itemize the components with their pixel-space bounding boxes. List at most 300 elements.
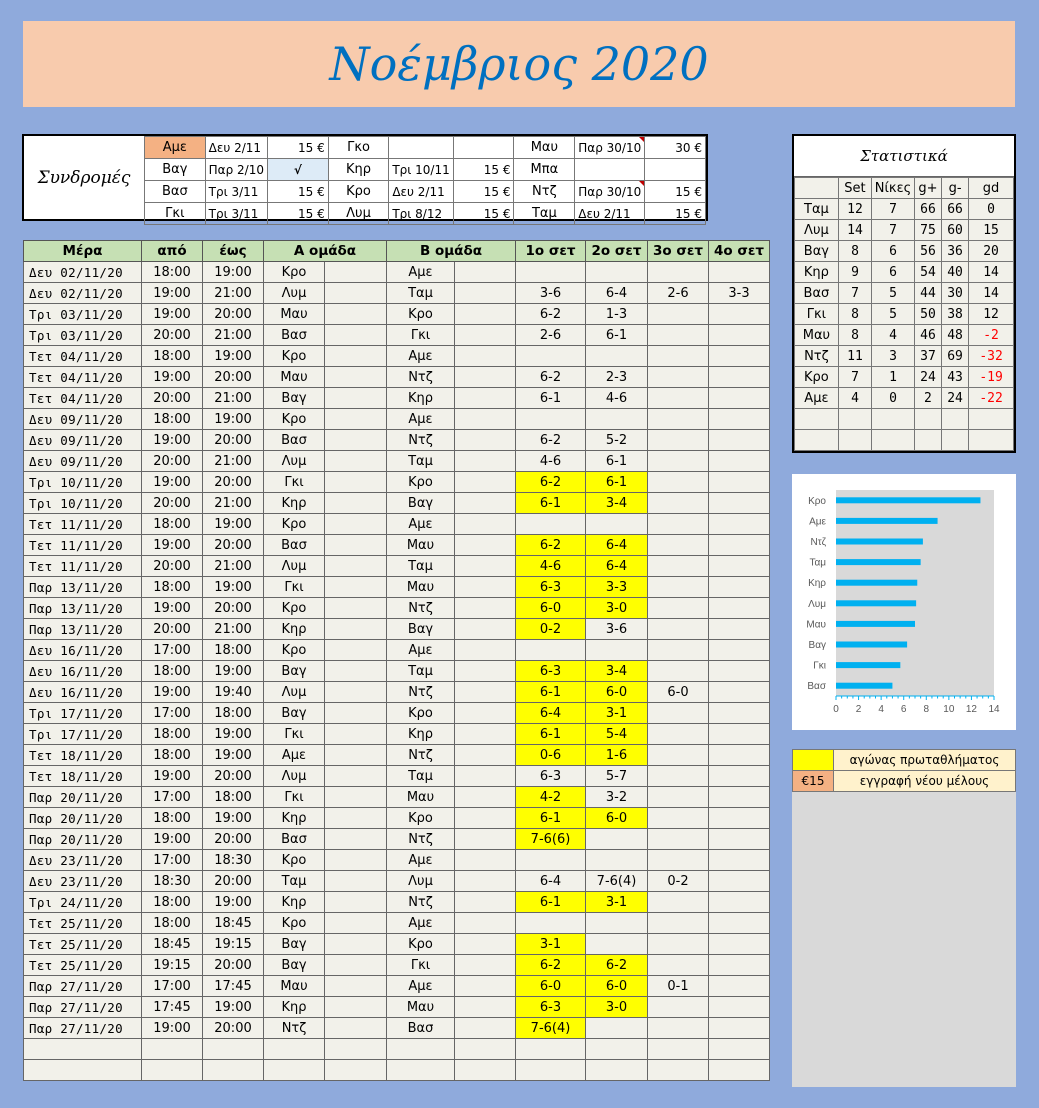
match-end: 21:00 — [203, 619, 264, 640]
stats-value: 14 — [969, 283, 1014, 304]
match-day: Τετ 18/11/20 — [24, 745, 142, 766]
set-2-score: 7-6(4) — [586, 871, 648, 892]
set-1-score: 6-4 — [516, 871, 586, 892]
set-4-score — [709, 262, 770, 283]
team-a-extra — [325, 262, 387, 283]
stats-column-header: g- — [942, 178, 969, 199]
team-a-extra — [325, 850, 387, 871]
chart-tick-label: 8 — [923, 704, 930, 715]
subscription-date: Τρι 8/12 — [389, 203, 453, 225]
team-b: Γκι — [387, 325, 455, 346]
set-1-score — [516, 1039, 586, 1060]
subscription-date: Δευ 2/11 — [575, 203, 645, 225]
chart-bar — [836, 621, 915, 627]
match-start: 19:00 — [142, 1018, 203, 1039]
match-start: 20:00 — [142, 619, 203, 640]
team-b-extra — [455, 409, 516, 430]
chart-tick-label: 4 — [878, 704, 884, 715]
set-2-score: 3-1 — [586, 703, 648, 724]
set-2-score: 3-0 — [586, 598, 648, 619]
match-end — [203, 1060, 264, 1081]
match-day: Τετ 25/11/20 — [24, 913, 142, 934]
set-4-score — [709, 493, 770, 514]
chart-bar — [836, 683, 892, 689]
stats-team: Αμε — [795, 388, 839, 409]
match-day: Δευ 16/11/20 — [24, 640, 142, 661]
chart-category-label: Ντζ — [810, 537, 826, 548]
match-row — [24, 892, 770, 913]
stats-panel — [792, 134, 1016, 453]
team-a: Μαυ — [264, 367, 325, 388]
stats-value: 4 — [872, 325, 915, 346]
match-row — [24, 661, 770, 682]
set-1-score: 4-6 — [516, 451, 586, 472]
set-4-score — [709, 388, 770, 409]
legend-text: αγώνας πρωταθλήματος — [834, 750, 1016, 771]
set-4-score — [709, 577, 770, 598]
column-header: Β ομάδα — [387, 241, 516, 262]
set-1-score — [516, 850, 586, 871]
stats-value: 14 — [838, 220, 871, 241]
set-2-score: 4-6 — [586, 388, 648, 409]
team-b-extra — [455, 661, 516, 682]
team-b: Ντζ — [387, 682, 455, 703]
team-a-extra — [325, 871, 387, 892]
match-day: Παρ 13/11/20 — [24, 577, 142, 598]
set-1-score: 6-2 — [516, 304, 586, 325]
column-header: Μέρα — [24, 241, 142, 262]
team-a-extra — [325, 556, 387, 577]
team-a-extra — [325, 367, 387, 388]
team-a-extra — [325, 619, 387, 640]
team-b: Αμε — [387, 640, 455, 661]
set-2-score: 3-4 — [586, 493, 648, 514]
set-3-score — [648, 1060, 709, 1081]
team-b-extra — [455, 829, 516, 850]
set-2-score — [586, 934, 648, 955]
team-b: Λυμ — [387, 871, 455, 892]
match-row — [24, 640, 770, 661]
match-day: Τετ 11/11/20 — [24, 514, 142, 535]
page-title-banner — [23, 21, 1015, 107]
set-2-score — [586, 829, 648, 850]
stats-table — [794, 177, 1014, 451]
team-b: Βαγ — [387, 493, 455, 514]
match-end: 21:00 — [203, 388, 264, 409]
team-a: Ντζ — [264, 1018, 325, 1039]
set-3-score — [648, 745, 709, 766]
chart-category-label: Κρο — [808, 495, 826, 507]
team-b: Μαυ — [387, 577, 455, 598]
stats-value: 1 — [872, 367, 915, 388]
match-start: 17:00 — [142, 976, 203, 997]
team-a: Βασ — [264, 325, 325, 346]
subscription-amount: 15 € — [645, 203, 706, 225]
stats-team: Γκι — [795, 304, 839, 325]
match-day: Δευ 09/11/20 — [24, 451, 142, 472]
team-a: Κηρ — [264, 619, 325, 640]
set-1-score — [516, 514, 586, 535]
set-4-score — [709, 976, 770, 997]
team-b: Κρο — [387, 703, 455, 724]
set-2-score: 6-1 — [586, 451, 648, 472]
stats-row — [795, 409, 1014, 430]
stats-row — [795, 388, 1014, 409]
stats-value: 37 — [914, 346, 941, 367]
match-start: 19:15 — [142, 955, 203, 976]
match-row — [24, 619, 770, 640]
team-a-extra — [325, 493, 387, 514]
set-2-score: 6-1 — [586, 472, 648, 493]
set-3-score — [648, 556, 709, 577]
set-1-score: 6-2 — [516, 535, 586, 556]
set-1-score: 6-0 — [516, 598, 586, 619]
team-b: Αμε — [387, 262, 455, 283]
set-2-score: 3-4 — [586, 661, 648, 682]
set-1-score: 6-3 — [516, 577, 586, 598]
match-end: 19:40 — [203, 682, 264, 703]
chart-tick-label: 2 — [855, 704, 862, 715]
team-a-extra — [325, 913, 387, 934]
team-b — [387, 1039, 455, 1060]
team-b-extra — [455, 1018, 516, 1039]
set-2-score — [586, 409, 648, 430]
set-1-score: 6-3 — [516, 661, 586, 682]
stats-value: 4 — [838, 388, 871, 409]
set-4-score — [709, 535, 770, 556]
match-start: 18:45 — [142, 934, 203, 955]
set-1-score: 6-1 — [516, 493, 586, 514]
set-3-score — [648, 1018, 709, 1039]
subscription-amount: 15 € — [453, 203, 514, 225]
stats-row — [795, 220, 1014, 241]
team-b: Κρο — [387, 934, 455, 955]
set-2-score: 3-3 — [586, 577, 648, 598]
set-3-score — [648, 535, 709, 556]
match-start: 19:00 — [142, 367, 203, 388]
match-row — [24, 598, 770, 619]
stats-value: 8 — [838, 325, 871, 346]
chart-category-label: Βαγ — [808, 640, 826, 651]
team-b: Ντζ — [387, 367, 455, 388]
stats-team: Κηρ — [795, 262, 839, 283]
set-2-score — [586, 640, 648, 661]
subscription-member: Λυμ — [328, 203, 389, 225]
subscription-row — [145, 203, 706, 225]
stats-value: 8 — [838, 241, 871, 262]
stats-row — [795, 241, 1014, 262]
team-a: Κρο — [264, 640, 325, 661]
subscription-amount: 15 € — [267, 203, 328, 225]
stats-row — [795, 325, 1014, 346]
match-start: 18:00 — [142, 724, 203, 745]
subscription-date: Παρ 30/10 — [575, 181, 645, 203]
set-4-score — [709, 913, 770, 934]
match-end: 19:00 — [203, 661, 264, 682]
stats-value — [872, 409, 915, 430]
match-row — [24, 934, 770, 955]
stats-column-header — [795, 178, 839, 199]
match-row — [24, 472, 770, 493]
match-row — [24, 388, 770, 409]
set-4-score — [709, 1060, 770, 1081]
team-b-extra — [455, 871, 516, 892]
subscriptions-table — [144, 136, 706, 225]
stats-value: 12 — [969, 304, 1014, 325]
subscription-member: Κρο — [328, 181, 389, 203]
match-start: 19:00 — [142, 598, 203, 619]
match-end: 18:45 — [203, 913, 264, 934]
match-day: Τετ 25/11/20 — [24, 934, 142, 955]
team-b-extra — [455, 304, 516, 325]
stats-team: Βαγ — [795, 241, 839, 262]
team-a: Βασ — [264, 535, 325, 556]
team-a — [264, 1060, 325, 1081]
match-day: Τετ 04/11/20 — [24, 367, 142, 388]
stats-value — [969, 409, 1014, 430]
stats-team: Βασ — [795, 283, 839, 304]
set-2-score: 6-4 — [586, 535, 648, 556]
team-a-extra — [325, 829, 387, 850]
match-end: 20:00 — [203, 829, 264, 850]
set-4-score — [709, 472, 770, 493]
chart-tick-label: 12 — [965, 704, 977, 715]
match-start: 19:00 — [142, 766, 203, 787]
set-1-score: 0-2 — [516, 619, 586, 640]
stats-team: Ταμ — [795, 199, 839, 220]
stats-column-header: gd — [969, 178, 1014, 199]
team-b-extra — [455, 808, 516, 829]
team-a-extra — [325, 1060, 387, 1081]
match-row — [24, 724, 770, 745]
set-3-score — [648, 703, 709, 724]
match-day: Δευ 02/11/20 — [24, 262, 142, 283]
match-end: 19:00 — [203, 262, 264, 283]
chart-bar — [836, 518, 938, 524]
match-start: 19:00 — [142, 304, 203, 325]
set-4-score — [709, 934, 770, 955]
match-day: Τετ 11/11/20 — [24, 535, 142, 556]
match-end: 19:15 — [203, 934, 264, 955]
page-title: Νοέμβριος 2020 — [329, 37, 709, 91]
team-b: Αμε — [387, 976, 455, 997]
match-end: 19:00 — [203, 724, 264, 745]
stats-value: 6 — [872, 262, 915, 283]
stats-value — [914, 409, 941, 430]
subscription-amount: 15 € — [645, 181, 706, 203]
stats-value: -32 — [969, 346, 1014, 367]
chart-category-label: Λυμ — [808, 598, 826, 610]
match-start: 19:00 — [142, 682, 203, 703]
stats-row — [795, 262, 1014, 283]
chart-bar — [836, 642, 907, 648]
match-start: 20:00 — [142, 451, 203, 472]
stats-row — [795, 283, 1014, 304]
set-3-score — [648, 430, 709, 451]
team-a: Βαγ — [264, 934, 325, 955]
column-header: 4ο σετ — [709, 241, 770, 262]
stats-value: 75 — [914, 220, 941, 241]
match-day: Τρι 17/11/20 — [24, 703, 142, 724]
team-a: Βαγ — [264, 388, 325, 409]
team-b-extra — [455, 913, 516, 934]
match-start: 17:00 — [142, 703, 203, 724]
team-a-extra — [325, 1018, 387, 1039]
match-end — [203, 1039, 264, 1060]
match-start: 17:00 — [142, 640, 203, 661]
set-3-score — [648, 640, 709, 661]
team-b-extra — [455, 493, 516, 514]
set-2-score — [586, 346, 648, 367]
stats-team: Κρο — [795, 367, 839, 388]
team-a-extra — [325, 955, 387, 976]
set-1-score — [516, 346, 586, 367]
subscription-member: Μαυ — [514, 137, 575, 159]
chart-tick-label: 0 — [833, 704, 839, 715]
match-end: 20:00 — [203, 598, 264, 619]
set-2-score — [586, 262, 648, 283]
wins-chart — [792, 474, 1016, 730]
match-day: Παρ 27/11/20 — [24, 976, 142, 997]
set-3-score — [648, 913, 709, 934]
subscription-amount: √ — [267, 159, 328, 181]
stats-value: 38 — [942, 304, 969, 325]
team-a: Βασ — [264, 829, 325, 850]
set-2-score: 3-6 — [586, 619, 648, 640]
set-4-score — [709, 892, 770, 913]
match-day: Δευ 23/11/20 — [24, 871, 142, 892]
team-a: Κρο — [264, 850, 325, 871]
team-b: Ταμ — [387, 556, 455, 577]
team-a-extra — [325, 976, 387, 997]
team-b-extra — [455, 787, 516, 808]
set-3-score — [648, 997, 709, 1018]
match-day: Παρ 20/11/20 — [24, 808, 142, 829]
match-end: 20:00 — [203, 766, 264, 787]
stats-team — [795, 409, 839, 430]
match-row — [24, 1018, 770, 1039]
set-4-score — [709, 955, 770, 976]
match-row — [24, 682, 770, 703]
column-header: 2ο σετ — [586, 241, 648, 262]
match-start: 17:45 — [142, 997, 203, 1018]
set-3-score — [648, 892, 709, 913]
subscription-date — [389, 137, 453, 159]
match-end: 20:00 — [203, 535, 264, 556]
stats-value: 15 — [969, 220, 1014, 241]
team-b-extra — [455, 388, 516, 409]
set-1-score: 6-1 — [516, 892, 586, 913]
stats-value: 54 — [914, 262, 941, 283]
team-a-extra — [325, 934, 387, 955]
set-1-score — [516, 1060, 586, 1081]
team-b-extra — [455, 556, 516, 577]
chart-bar — [836, 600, 916, 606]
set-3-score — [648, 388, 709, 409]
match-row — [24, 976, 770, 997]
stats-value: 5 — [872, 304, 915, 325]
match-row — [24, 997, 770, 1018]
stats-value: 0 — [969, 199, 1014, 220]
match-day: Παρ 13/11/20 — [24, 598, 142, 619]
subscription-member: Βαγ — [145, 159, 206, 181]
team-b-extra — [455, 451, 516, 472]
team-b-extra — [455, 682, 516, 703]
team-b-extra — [455, 472, 516, 493]
match-day: Δευ 09/11/20 — [24, 430, 142, 451]
team-b-extra — [455, 976, 516, 997]
team-b: Ντζ — [387, 745, 455, 766]
set-4-score — [709, 703, 770, 724]
stats-column-header: g+ — [914, 178, 941, 199]
subscription-date: Παρ 2/10 — [205, 159, 267, 181]
set-4-score — [709, 829, 770, 850]
chart-category-label: Ταμ — [809, 557, 826, 569]
set-1-score: 6-2 — [516, 430, 586, 451]
match-day: Τετ 04/11/20 — [24, 388, 142, 409]
set-1-score: 6-1 — [516, 388, 586, 409]
match-end: 19:00 — [203, 892, 264, 913]
legend-text: εγγραφή νέου μέλους — [834, 771, 1016, 792]
stats-value — [838, 430, 871, 451]
match-start: 17:00 — [142, 850, 203, 871]
match-start: 19:00 — [142, 829, 203, 850]
stats-column-header: Νίκες — [872, 178, 915, 199]
match-end: 20:00 — [203, 304, 264, 325]
team-b: Αμε — [387, 913, 455, 934]
team-a: Βαγ — [264, 703, 325, 724]
set-2-score — [586, 514, 648, 535]
set-2-score: 6-0 — [586, 682, 648, 703]
stats-value: 11 — [838, 346, 871, 367]
team-b: Γκι — [387, 955, 455, 976]
match-row — [24, 535, 770, 556]
match-start: 18:30 — [142, 871, 203, 892]
match-end: 19:00 — [203, 409, 264, 430]
subscription-member: Βασ — [145, 181, 206, 203]
stats-value: -22 — [969, 388, 1014, 409]
team-b: Κηρ — [387, 724, 455, 745]
set-1-score: 6-1 — [516, 682, 586, 703]
set-3-score — [648, 262, 709, 283]
team-b-extra — [455, 745, 516, 766]
team-a: Κρο — [264, 262, 325, 283]
set-1-score: 3-6 — [516, 283, 586, 304]
match-row — [24, 766, 770, 787]
match-row — [24, 451, 770, 472]
subscription-amount: 15 € — [453, 181, 514, 203]
stats-value: 2 — [914, 388, 941, 409]
match-row — [24, 367, 770, 388]
team-a-extra — [325, 703, 387, 724]
match-row — [24, 829, 770, 850]
set-4-score — [709, 997, 770, 1018]
stats-team: Μαυ — [795, 325, 839, 346]
match-row — [24, 1039, 770, 1060]
set-1-score: 3-1 — [516, 934, 586, 955]
match-row — [24, 1060, 770, 1081]
team-b-extra — [455, 514, 516, 535]
subscription-row — [145, 159, 706, 181]
team-b: Βασ — [387, 1018, 455, 1039]
set-3-score — [648, 367, 709, 388]
team-a-extra — [325, 409, 387, 430]
match-start: 20:00 — [142, 493, 203, 514]
set-4-score — [709, 619, 770, 640]
team-a: Ταμ — [264, 871, 325, 892]
set-3-score — [648, 1039, 709, 1060]
stats-value: 50 — [914, 304, 941, 325]
